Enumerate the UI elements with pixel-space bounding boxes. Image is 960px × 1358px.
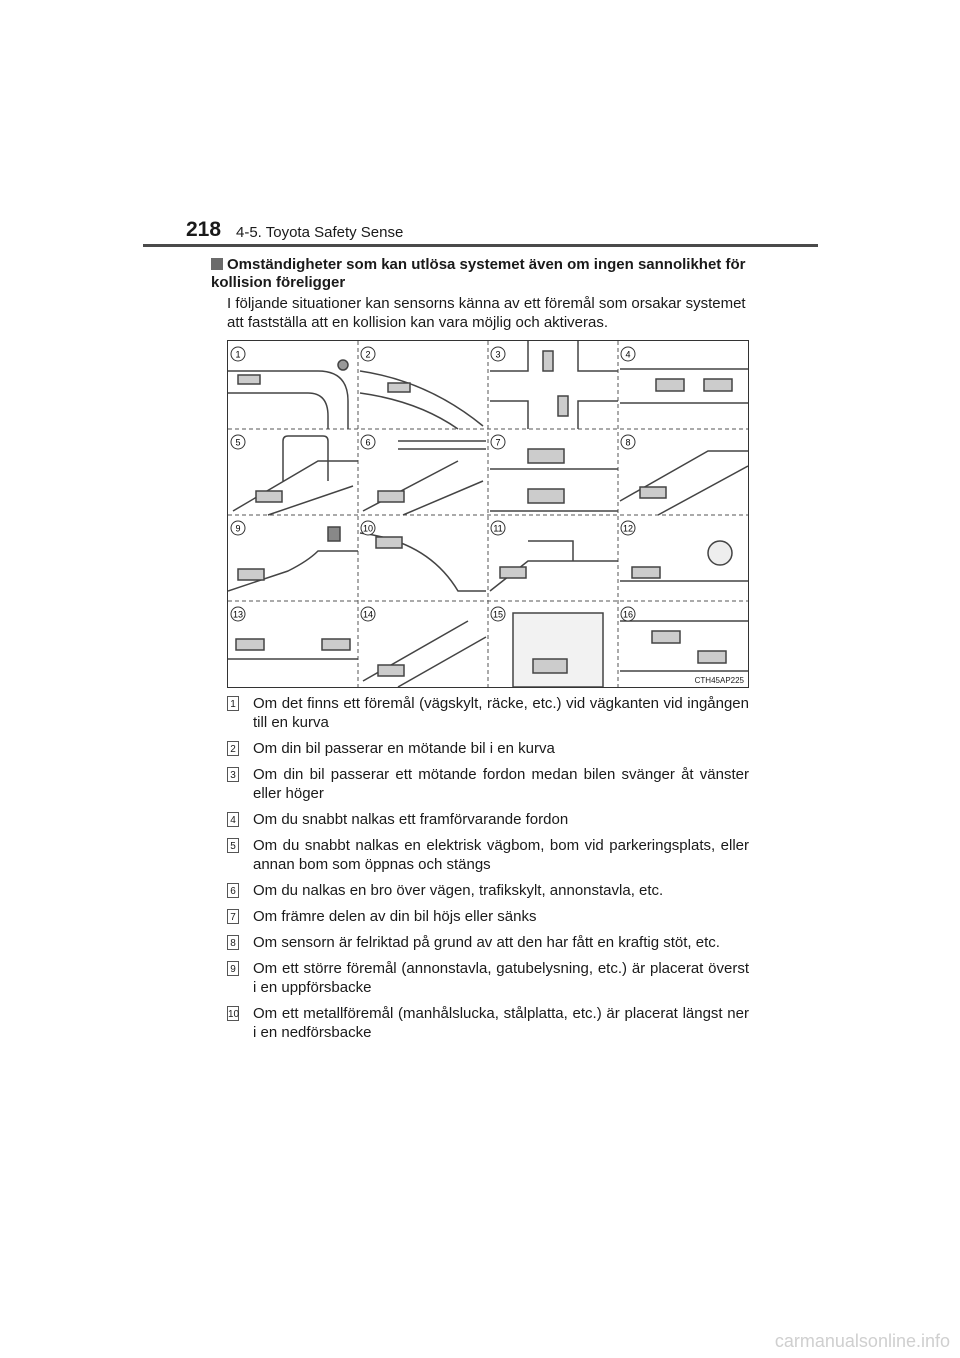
list-item-number: 9 [227, 961, 239, 976]
list-item-number: 6 [227, 883, 239, 898]
list-item [227, 959, 749, 997]
list-item-number: 10 [227, 1006, 239, 1021]
list-item-number: 5 [227, 838, 239, 853]
panel-number: 5 [235, 437, 241, 448]
list-item-text: Om sensorn är felriktad på grund av att den har fått en kraftig stöt, etc. [253, 934, 720, 951]
panel-number: 15 [492, 609, 504, 620]
panel-number: 8 [625, 437, 631, 448]
figure-code: CTH45AP225 [694, 676, 744, 685]
list-item-text: Om du snabbt nalkas en elektrisk vägbom, bom vid parkeringsplats, eller annan bom som öppnas och stängs [253, 837, 749, 873]
panel-number: 10 [362, 523, 374, 534]
list-item-text: Om din bil passerar ett mötande fordon medan bilen svänger åt vänster eller höger [253, 766, 749, 802]
list-item [227, 881, 749, 900]
list-item-number: 4 [227, 812, 239, 827]
list-item [227, 810, 749, 829]
panel-number: 13 [232, 609, 244, 620]
panel-number: 1 [235, 349, 241, 360]
heading-text: Omständigheter som kan utlösa systemet även om ingen sannolikhet för kollision föreligger [211, 256, 746, 291]
panel-number: 3 [495, 349, 501, 360]
list-item [227, 694, 749, 732]
watermark: carmanualsonline.info [774, 1331, 950, 1351]
list-item-text: Om ett metallföremål (manhålslucka, stålplatta, etc.) är placerat längst ner i en nedförsbacke [253, 1005, 749, 1041]
header-rule [143, 244, 818, 247]
list-item-number: 2 [227, 741, 239, 756]
list-item [227, 933, 749, 952]
list-item-number: 3 [227, 767, 239, 782]
list-item [227, 739, 749, 758]
section-title: 4-5. Toyota Safety Sense [236, 224, 404, 241]
list-item-text: Om främre delen av din bil höjs eller sänks [253, 908, 537, 925]
list-item [227, 765, 749, 803]
list-item-text: Om din bil passerar en mötande bil i en kurva [253, 740, 555, 757]
panel-number: 9 [235, 523, 241, 534]
list-item-text: Om du nalkas en bro över vägen, trafikskylt, annonstavla, etc. [253, 882, 664, 899]
section-heading [211, 256, 751, 292]
list-item [227, 1004, 749, 1042]
panel-number: 4 [625, 349, 631, 360]
panel-number: 7 [495, 437, 501, 448]
panel-number: 6 [365, 437, 371, 448]
intro-paragraph: I följande situationer kan sensorns känna av ett föremål som orsakar systemet att fastställa att en kollision kan vara möjlig och aktiveras. [227, 295, 746, 331]
panel-number: 12 [622, 523, 634, 534]
panel-number: 16 [622, 609, 634, 620]
panel-number: 2 [365, 349, 371, 360]
list-item-number: 7 [227, 909, 239, 924]
list-item-text: Om du snabbt nalkas ett framförvarande fordon [253, 811, 569, 828]
illustration-figure [227, 340, 749, 688]
situation-list [227, 694, 749, 1049]
page-number: 218 [186, 218, 222, 241]
square-bullet-icon [211, 258, 223, 270]
list-item-text: Om ett större föremål (annonstavla, gatubelysning, etc.) är placerat överst i en uppförsbacke [253, 960, 749, 996]
list-item-text: Om det finns ett föremål (vägskylt, räcke, etc.) vid vägkanten vid ingången till en kurva [253, 695, 749, 731]
list-item [227, 907, 749, 926]
illustration-grid [228, 341, 748, 687]
list-item-number: 8 [227, 935, 239, 950]
list-item [227, 836, 749, 874]
list-item-number: 1 [227, 696, 239, 711]
panel-number: 11 [493, 523, 503, 534]
panel-number-labels [231, 347, 635, 621]
panel-number: 14 [362, 609, 374, 620]
page-header [186, 214, 818, 248]
